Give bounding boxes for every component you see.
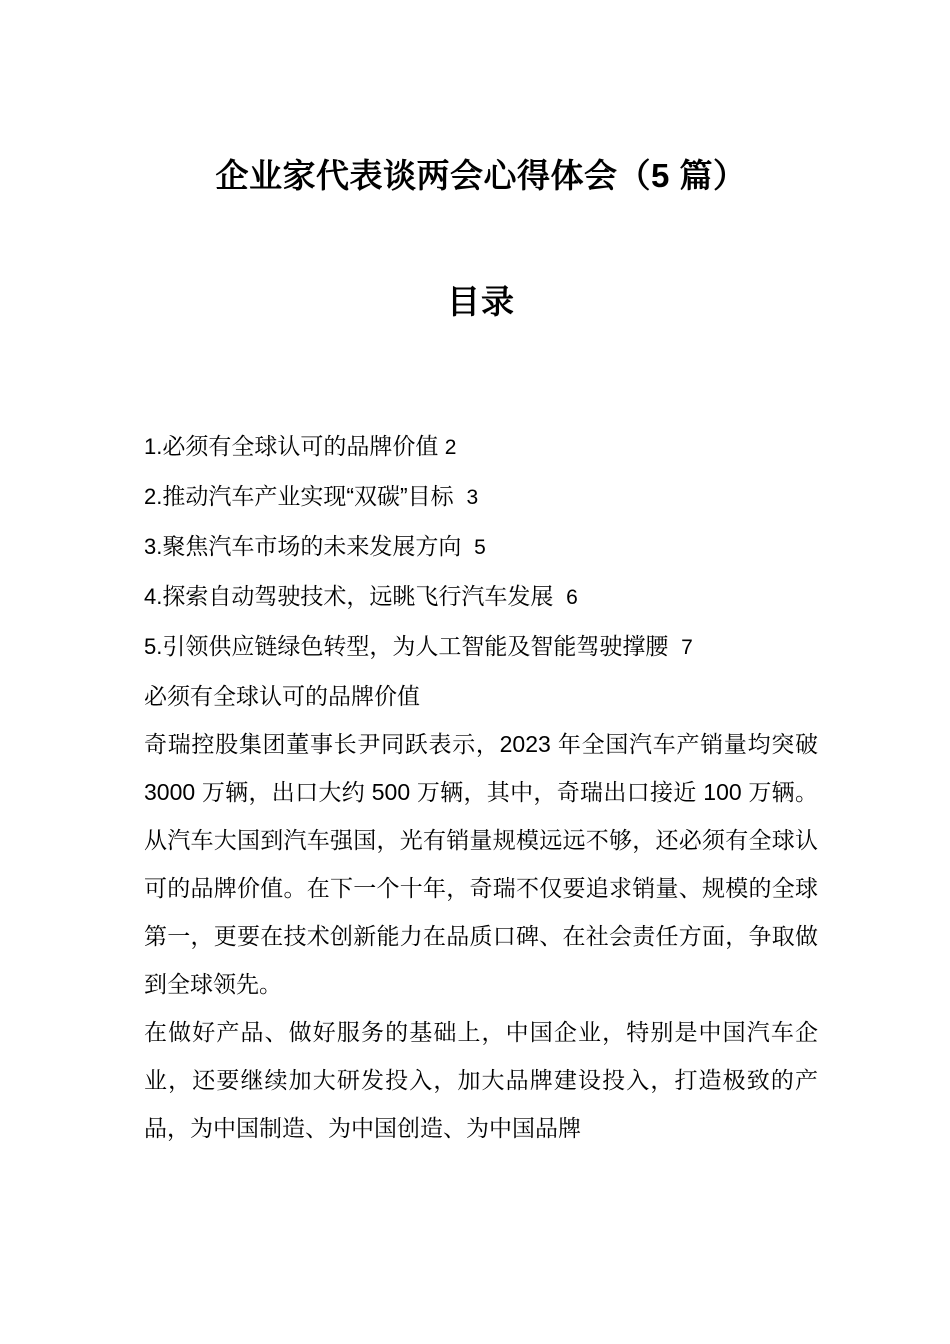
- body-paragraph-2: 在做好产品、做好服务的基础上，中国企业，特别是中国汽车企业，还要继续加大研发投入，加大品牌建设投入，打造极致的产品，为中国制造、为中国创造、为中国品牌: [144, 1019, 818, 1141]
- toc-entry-label: 必须有全球认可的品牌价值: [162, 433, 439, 459]
- toc-entry-2[interactable]: [144, 472, 818, 522]
- toc-entry-number: 1.: [144, 434, 163, 459]
- toc-entry-1[interactable]: [144, 422, 818, 472]
- toc-entry-number: 2.: [144, 484, 163, 509]
- toc-entry-number: 4.: [144, 584, 163, 609]
- toc-entry-number: 5.: [144, 634, 163, 659]
- section-heading: 必须有全球认可的品牌价值: [144, 683, 420, 709]
- toc-entry-5[interactable]: [144, 622, 818, 672]
- page-title: 企业家代表谈两会心得体会（5 篇）: [215, 157, 747, 194]
- toc-entry-label: 探索自动驾驶技术，远眺飞行汽车发展: [162, 583, 554, 609]
- toc-entry-page: 2: [444, 436, 457, 459]
- toc-entry-3[interactable]: [144, 522, 818, 572]
- toc-entry-page: 3: [466, 486, 479, 509]
- table-of-contents: [144, 326, 818, 672]
- toc-heading: 目录: [447, 283, 515, 320]
- body-paragraph-1: 奇瑞控股集团董事长尹同跃表示，2023 年全国汽车产销量均突破 3000 万辆，出口大约 500 万辆，其中，奇瑞出口接近 100 万辆。从汽车大国到汽车强国，光有销量规模远远不够，还必须有全球认可的品牌价值。在下一个十年，奇瑞不仅要追求销量、规模的全球第一，更要在技术创新能力在品质口碑、在社会责任方面，争取做到全球领先。: [144, 731, 818, 997]
- toc-entry-4[interactable]: [144, 572, 818, 622]
- toc-entry-page: 6: [566, 586, 578, 609]
- toc-entry-page: 5: [474, 536, 486, 559]
- toc-entry-label: 引领供应链绿色转型，为人工智能及智能驾驶撑腰: [162, 633, 669, 659]
- toc-entry-label: 聚焦汽车市场的未来发展方向: [162, 533, 462, 559]
- toc-entry-label: 推动汽车产业实现“双碳”目标: [162, 483, 454, 509]
- toc-entry-page: 7: [681, 636, 693, 659]
- toc-entry-number: 3.: [144, 534, 163, 559]
